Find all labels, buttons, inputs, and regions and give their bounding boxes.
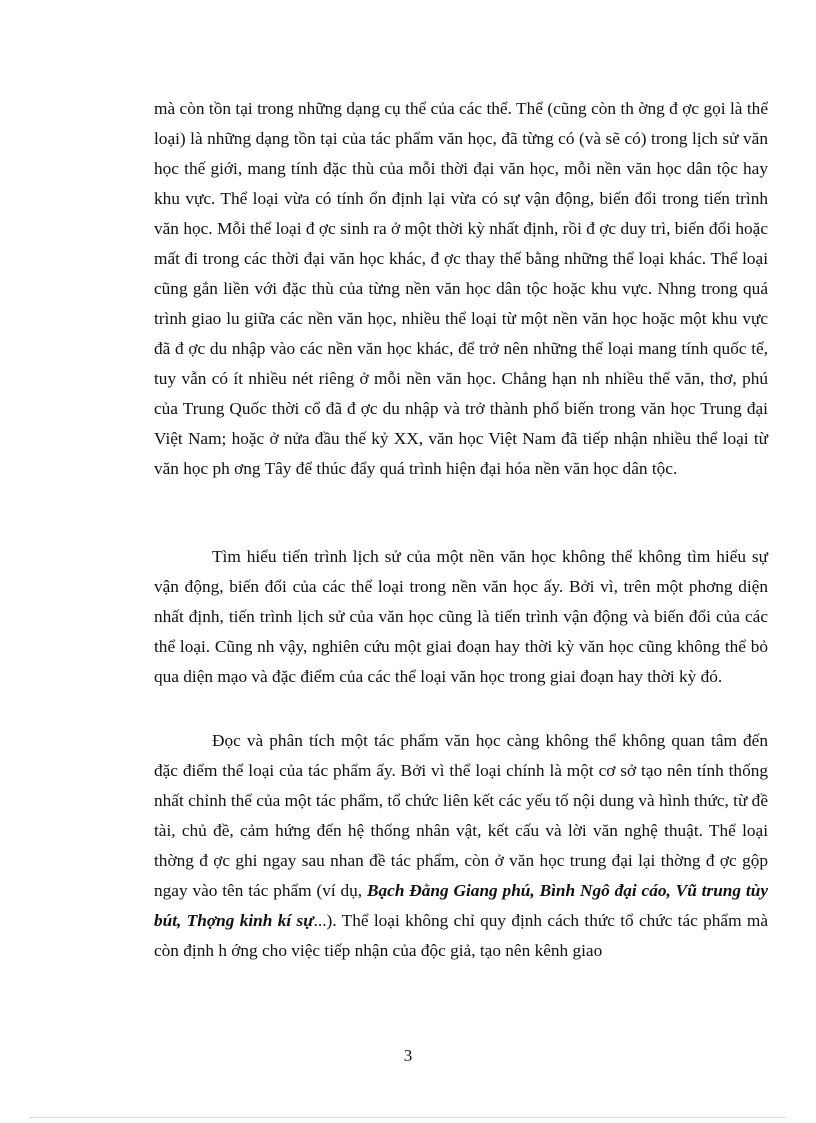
paragraph-2: Tìm hiểu tiến trình lịch sử của một nền văn học không thể không tìm hiểu sự vận động, biến đổi của các thể loại trong nền văn học ấy. Bởi vì, trên một phơng diện nhất định, tiến trình lịch sử của văn học cũng là tiến trình vận động và biến đổi của các thể loại. Cũng nh vậy, nghiên cứu một giai đoạn hay thời kỳ văn học cũng không thể bỏ qua diện mạo và đặc điểm của các thể loại văn học trong giai đoạn hay thời kỳ đó. (154, 547, 768, 686)
paragraph-3 (154, 726, 768, 966)
paragraph-3-work-titles: Bạch Đằng Giang phú, Bình Ngô đại cáo, Vũ trung tùy bút, Thợng kinh kí sự (154, 881, 768, 930)
page-number: 3 (403, 1046, 413, 1065)
paragraph-3-part-1: Đọc và phân tích một tác phẩm văn học càng không thể không quan tâm đến đặc điểm thể loại của tác phẩm ấy. Bởi vì thể loại chính là một cơ sở tạo nên tính thống nhất chỉnh thể của một tác phẩm, tổ chức liên kết các yếu tố nội dung và hình thức, từ đề tài, chủ đề, cảm hứng đến hệ thống nhân vật, kết cấu và lời văn nghệ thuật. Thể loại thờng đ ợc ghi ngay sau nhan đề tác phẩm, còn ở văn học trung đại lại thờng đ ợc gộp ngay vào tên tác phẩm (ví dụ, (154, 731, 768, 900)
page-bottom-divider (30, 1117, 786, 1118)
paragraph-3-part-2: ...). Thể loại không chỉ quy định cách thức tổ chức tác phẩm mà còn định h ớng cho việc tiếp nhận của độc giả, tạo nên kênh giao (154, 911, 768, 960)
paragraph-1: mà còn tồn tại trong những dạng cụ thể của các thể. Thể (cũng còn th ờng đ ợc gọi là thể loại) là những dạng tồn tại của tác phẩm văn học, đã từng có (và sẽ có) trong lịch sử văn học thế giới, mang tính đặc thù của mỗi thời đại văn học, mỗi nền văn học dân tộc hay khu vực. Thể loại vừa có tính ổn định lại vừa có sự vận động, biến đổi trong tiến trình văn học. Mỗi thể loại đ ợc sinh ra ở một thời kỳ nhất định, rồi đ ợc duy trì, biến đổi hoặc mất đi trong các thời đại văn học khác, đ ợc thay thế bằng những thể loại khác. Thể loại cũng gắn liền với đặc thù của từng nền văn học dân tộc hoặc khu vực. Nhng trong quá trình giao lu giữa các nền văn học, nhiều thể loại từ một nền văn học hoặc một khu vực đã đ ợc du nhập vào các nền văn học khác, để trở nên những thể loại mang tính quốc tế, tuy vẫn có ít nhiều nét riêng ở mỗi nền văn học. Chẳng hạn nh nhiều thể văn, thơ, phú của Trung Quốc thời cổ đã đ ợc du nhập và trở thành phổ biến trong văn học Trung đại Việt Nam; hoặc ở nửa đầu thế kỷ XX, văn học Việt Nam đã tiếp nhận nhiều thể loại từ văn học ph ơng Tây để thúc đẩy quá trình hiện đại hóa nền văn học dân tộc. (154, 99, 768, 478)
